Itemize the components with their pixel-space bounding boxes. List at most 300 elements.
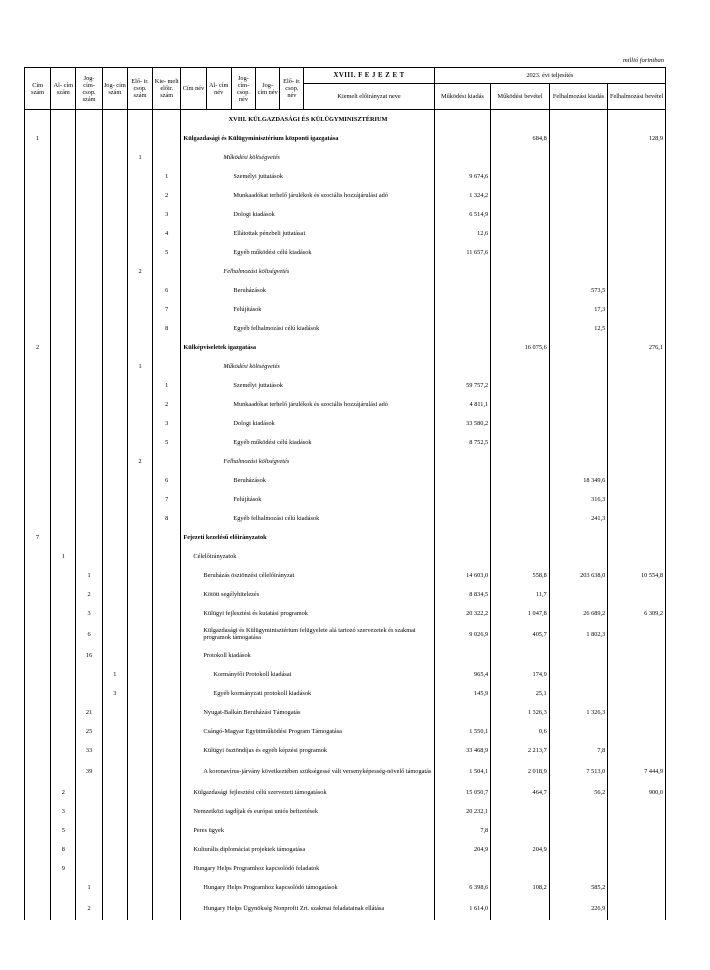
code-cell (127, 665, 152, 684)
code-cell: 16 (76, 646, 102, 665)
code-cell (153, 722, 181, 741)
row-name: Fejezeti kezelésű előirányzatok (181, 528, 434, 547)
code-cell (127, 471, 152, 490)
value-cell: 25,1 (491, 684, 550, 703)
value-cell (549, 821, 608, 840)
value-cell (434, 471, 491, 490)
code-cell: 2 (76, 897, 102, 920)
table-body (25, 110, 666, 920)
value-cell (608, 802, 666, 821)
code-cell: 8 (153, 509, 181, 528)
code-cell (102, 490, 127, 509)
table-row (25, 802, 666, 821)
value-cell (608, 859, 666, 878)
code-cell: 2 (25, 338, 51, 357)
value-cell (491, 281, 550, 300)
table-row (25, 585, 666, 604)
code-cell (153, 741, 181, 760)
code-cell (102, 186, 127, 205)
code-cell (51, 262, 76, 281)
code-cell (76, 528, 102, 547)
table-row (25, 414, 666, 433)
value-cell: 1 504,1 (434, 760, 491, 783)
code-cell (76, 224, 102, 243)
code-cell (51, 722, 76, 741)
row-name: Kulturális diplomáciai projektek támogatása (181, 840, 434, 859)
code-cell (102, 878, 127, 897)
code-cell (76, 414, 102, 433)
value-cell: 33 468,9 (434, 741, 491, 760)
code-cell (51, 129, 76, 148)
row-name: A koronavírus-járvány következtében szükségessé vált versenyképesség-növelő támogatás (181, 760, 434, 783)
table-row (25, 433, 666, 452)
value-cell (549, 224, 608, 243)
value-cell (608, 357, 666, 376)
value-cell: 1 802,3 (549, 623, 608, 646)
row-name: Egyéb működési célú kiadások (181, 243, 434, 262)
code-cell (51, 338, 76, 357)
code-cell (25, 490, 51, 509)
code-cell (127, 490, 152, 509)
code-cell: 25 (76, 722, 102, 741)
code-cell: 2 (76, 585, 102, 604)
code-cell (76, 167, 102, 186)
value-cell (549, 148, 608, 167)
value-cell (491, 357, 550, 376)
header-fejezet: XVIII. F E J E Z E T (304, 68, 434, 84)
value-cell (608, 281, 666, 300)
value-cell: 145,9 (434, 684, 491, 703)
code-cell (51, 433, 76, 452)
header-cim-nev: Cím név (181, 68, 206, 110)
row-name: Külgazdasági és Külügyminisztérium központi igazgatása (181, 129, 434, 148)
code-cell (51, 376, 76, 395)
value-cell: 9 026,9 (434, 623, 491, 646)
code-cell (76, 319, 102, 338)
header-jogcimcsop-nev: Jog- cím- csop. név (231, 68, 255, 110)
code-cell: 7 (153, 300, 181, 319)
value-cell (549, 528, 608, 547)
code-cell (76, 110, 102, 129)
table-row (25, 703, 666, 722)
value-cell: 7,8 (434, 821, 491, 840)
table-header (25, 68, 666, 110)
code-cell (127, 167, 152, 186)
value-cell (608, 262, 666, 281)
code-cell (51, 604, 76, 623)
value-cell: 900,0 (608, 783, 666, 802)
code-cell (25, 623, 51, 646)
value-cell (434, 319, 491, 338)
code-cell (51, 148, 76, 167)
code-cell: 3 (153, 414, 181, 433)
code-cell (76, 243, 102, 262)
code-cell (25, 110, 51, 129)
code-cell (127, 859, 152, 878)
table-row (25, 262, 666, 281)
table-row (25, 452, 666, 471)
row-name: Külgazdasági és Külügyminisztérium felügyelete alá tartozó szervezetek és szakmai programok támogatása (181, 623, 434, 646)
row-name: Kormányfői Protokoll kiadásai (181, 665, 434, 684)
code-cell: 5 (153, 433, 181, 452)
code-cell (51, 205, 76, 224)
header-mukodesi-bevetel: Működési bevétel (491, 84, 550, 110)
table-row (25, 840, 666, 859)
value-cell (491, 243, 550, 262)
code-cell (102, 243, 127, 262)
value-cell (434, 646, 491, 665)
value-cell (549, 395, 608, 414)
code-cell: 6 (153, 281, 181, 300)
value-cell: 174,9 (491, 665, 550, 684)
code-cell (25, 783, 51, 802)
code-cell (25, 433, 51, 452)
code-cell (25, 703, 51, 722)
value-cell (434, 262, 491, 281)
code-cell (153, 604, 181, 623)
value-cell: 9 674,6 (434, 167, 491, 186)
row-name: Egyéb működési célú kiadások (181, 433, 434, 452)
value-cell (608, 243, 666, 262)
code-cell (51, 224, 76, 243)
row-name: Felújítások (181, 300, 434, 319)
value-cell: 204,9 (434, 840, 491, 859)
code-cell (102, 281, 127, 300)
value-cell (608, 167, 666, 186)
code-cell (25, 859, 51, 878)
value-cell (549, 646, 608, 665)
value-cell: 684,8 (491, 129, 550, 148)
code-cell (25, 224, 51, 243)
row-name: Kötött segélyhitelezés (181, 585, 434, 604)
code-cell (153, 840, 181, 859)
code-cell: 3 (51, 802, 76, 821)
code-cell (127, 414, 152, 433)
code-cell (102, 547, 127, 566)
code-cell (51, 281, 76, 300)
code-cell (127, 897, 152, 920)
table-row (25, 357, 666, 376)
code-cell (127, 129, 152, 148)
code-cell (76, 186, 102, 205)
row-name: Egyéb felhalmozási célú kiadások (181, 319, 434, 338)
header-kiemelt-eloir-szam: Kie- melt előir. szám (153, 68, 181, 110)
code-cell (153, 821, 181, 840)
value-cell (434, 547, 491, 566)
value-cell: 18 349,6 (549, 471, 608, 490)
code-cell (25, 509, 51, 528)
table-row (25, 243, 666, 262)
value-cell (491, 802, 550, 821)
code-cell (102, 452, 127, 471)
value-cell (608, 897, 666, 920)
code-cell (102, 566, 127, 585)
code-cell (25, 319, 51, 338)
value-cell (608, 452, 666, 471)
value-cell (608, 395, 666, 414)
code-cell (153, 859, 181, 878)
code-cell (102, 338, 127, 357)
table-row (25, 376, 666, 395)
header-eloir-csop-nev: Elő- ir. csop. név (280, 68, 304, 110)
code-cell (51, 665, 76, 684)
table-row (25, 878, 666, 897)
code-cell: 2 (127, 452, 152, 471)
value-cell (491, 224, 550, 243)
row-name: XVIII. KÜLGAZDASÁGI ÉS KÜLÜGYMINISZTÉRIUM (181, 110, 434, 129)
table-row (25, 684, 666, 703)
code-cell (102, 646, 127, 665)
value-cell (491, 547, 550, 566)
row-name: Nemzetközi tagdíjak és európai uniós befizetések (181, 802, 434, 821)
value-cell (491, 148, 550, 167)
row-name: Célelőirányzatok (181, 547, 434, 566)
code-cell (102, 262, 127, 281)
code-cell (127, 509, 152, 528)
value-cell (608, 646, 666, 665)
code-cell: 8 (51, 840, 76, 859)
header-jogcim-nev: Jog- cím név (256, 68, 280, 110)
table-row (25, 148, 666, 167)
value-cell (434, 129, 491, 148)
code-cell (76, 300, 102, 319)
code-cell (76, 547, 102, 566)
value-cell: 12,5 (549, 319, 608, 338)
table-row (25, 338, 666, 357)
table-row (25, 760, 666, 783)
code-cell (102, 585, 127, 604)
header-felhalmozasi-kiadas: Felhalmozási kiadás (549, 84, 608, 110)
code-cell (153, 528, 181, 547)
code-cell (25, 300, 51, 319)
value-cell (549, 243, 608, 262)
code-cell: 2 (153, 395, 181, 414)
value-cell: 8 834,5 (434, 585, 491, 604)
code-cell: 1 (127, 148, 152, 167)
value-cell (549, 110, 608, 129)
table-row (25, 186, 666, 205)
table-row (25, 319, 666, 338)
value-cell: 204,9 (491, 840, 550, 859)
value-cell (549, 840, 608, 859)
value-cell: 12,6 (434, 224, 491, 243)
code-cell: 1 (153, 376, 181, 395)
code-cell (76, 665, 102, 684)
row-name: Felhalmozási költségvetés (181, 452, 434, 471)
code-cell (25, 878, 51, 897)
code-cell (102, 471, 127, 490)
code-cell (127, 224, 152, 243)
code-cell (25, 471, 51, 490)
code-cell (102, 395, 127, 414)
table-row (25, 821, 666, 840)
code-cell (127, 703, 152, 722)
value-cell (608, 110, 666, 129)
code-cell: 5 (51, 821, 76, 840)
value-cell (608, 665, 666, 684)
code-cell (127, 783, 152, 802)
value-cell (549, 338, 608, 357)
value-cell (491, 319, 550, 338)
code-cell (51, 414, 76, 433)
row-name: Egyéb kormányzati protokoll kiadások (181, 684, 434, 703)
value-cell (549, 859, 608, 878)
value-cell: 585,2 (549, 878, 608, 897)
code-cell (127, 760, 152, 783)
value-cell (491, 433, 550, 452)
code-cell (76, 684, 102, 703)
table-row (25, 167, 666, 186)
value-cell: 20 232,1 (434, 802, 491, 821)
value-cell: 226,9 (549, 897, 608, 920)
code-cell (25, 547, 51, 566)
code-cell (153, 129, 181, 148)
code-cell (102, 528, 127, 547)
value-cell: 405,7 (491, 623, 550, 646)
code-cell (153, 566, 181, 585)
value-cell: 2 213,7 (491, 741, 550, 760)
code-cell (102, 741, 127, 760)
code-cell (102, 433, 127, 452)
table-row (25, 205, 666, 224)
row-name: Külképviseletek igazgatása (181, 338, 434, 357)
value-cell (608, 509, 666, 528)
code-cell (153, 760, 181, 783)
code-cell (102, 205, 127, 224)
code-cell (76, 452, 102, 471)
value-cell (434, 300, 491, 319)
code-cell (25, 684, 51, 703)
code-cell (76, 433, 102, 452)
value-cell: 1 326,3 (491, 703, 550, 722)
code-cell (127, 319, 152, 338)
code-cell (76, 281, 102, 300)
value-cell (491, 897, 550, 920)
value-cell: 558,8 (491, 566, 550, 585)
value-cell (549, 167, 608, 186)
code-cell (25, 646, 51, 665)
value-cell (608, 376, 666, 395)
budget-table (24, 67, 666, 920)
code-cell (153, 646, 181, 665)
code-cell (25, 760, 51, 783)
code-cell: 1 (76, 566, 102, 585)
value-cell: 241,3 (549, 509, 608, 528)
table-row (25, 528, 666, 547)
code-cell (76, 205, 102, 224)
code-cell (25, 281, 51, 300)
table-row (25, 110, 666, 129)
code-cell: 21 (76, 703, 102, 722)
table-row (25, 897, 666, 920)
header-teljesites: 2023. évi teljesítés (434, 68, 665, 84)
value-cell (608, 547, 666, 566)
value-cell: 276,1 (608, 338, 666, 357)
code-cell (76, 859, 102, 878)
code-cell (153, 452, 181, 471)
code-cell (102, 760, 127, 783)
value-cell (549, 547, 608, 566)
value-cell (491, 167, 550, 186)
row-name: Protokoll kiadások (181, 646, 434, 665)
value-cell: 7 513,0 (549, 760, 608, 783)
code-cell (153, 897, 181, 920)
table-row (25, 509, 666, 528)
value-cell: 6 398,6 (434, 878, 491, 897)
code-cell (51, 186, 76, 205)
value-cell: 17,3 (549, 300, 608, 319)
code-cell (102, 783, 127, 802)
table-row (25, 741, 666, 760)
value-cell (549, 262, 608, 281)
table-row (25, 129, 666, 148)
value-cell (608, 684, 666, 703)
value-cell: 4 811,1 (434, 395, 491, 414)
value-cell: 6 309,2 (608, 604, 666, 623)
code-cell (127, 243, 152, 262)
code-cell: 33 (76, 741, 102, 760)
code-cell (51, 897, 76, 920)
value-cell (434, 110, 491, 129)
code-cell (127, 878, 152, 897)
value-cell (608, 148, 666, 167)
value-cell (434, 509, 491, 528)
code-cell (51, 566, 76, 585)
value-cell (491, 646, 550, 665)
code-cell (76, 783, 102, 802)
header-mukodesi-kiadas: Működési kiadás (434, 84, 491, 110)
row-name: Egyéb felhalmozási célú kiadások (181, 509, 434, 528)
code-cell (51, 300, 76, 319)
value-cell (608, 840, 666, 859)
value-cell (491, 509, 550, 528)
value-cell (434, 703, 491, 722)
value-cell (549, 186, 608, 205)
code-cell: 1 (102, 665, 127, 684)
value-cell: 6 514,9 (434, 205, 491, 224)
value-cell (608, 623, 666, 646)
value-cell (549, 414, 608, 433)
code-cell: 6 (76, 623, 102, 646)
code-cell (102, 357, 127, 376)
code-cell (25, 722, 51, 741)
code-cell (102, 129, 127, 148)
header-jogcimcsop-szam: Jog- cím- csop. szám (76, 68, 102, 110)
header-kiemelt-neve: Kiemelt előirányzat neve (304, 84, 434, 110)
code-cell (102, 300, 127, 319)
code-cell (153, 783, 181, 802)
table-row (25, 224, 666, 243)
table-row (25, 665, 666, 684)
code-cell (102, 821, 127, 840)
value-cell: 14 603,0 (434, 566, 491, 585)
code-cell (51, 878, 76, 897)
value-cell (434, 490, 491, 509)
value-cell (608, 490, 666, 509)
code-cell (51, 684, 76, 703)
code-cell (153, 547, 181, 566)
value-cell (549, 205, 608, 224)
code-cell (127, 433, 152, 452)
code-cell: 7 (153, 490, 181, 509)
code-cell (25, 148, 51, 167)
code-cell (102, 623, 127, 646)
value-cell (491, 262, 550, 281)
code-cell (153, 148, 181, 167)
code-cell (102, 722, 127, 741)
code-cell (153, 585, 181, 604)
value-cell (491, 376, 550, 395)
